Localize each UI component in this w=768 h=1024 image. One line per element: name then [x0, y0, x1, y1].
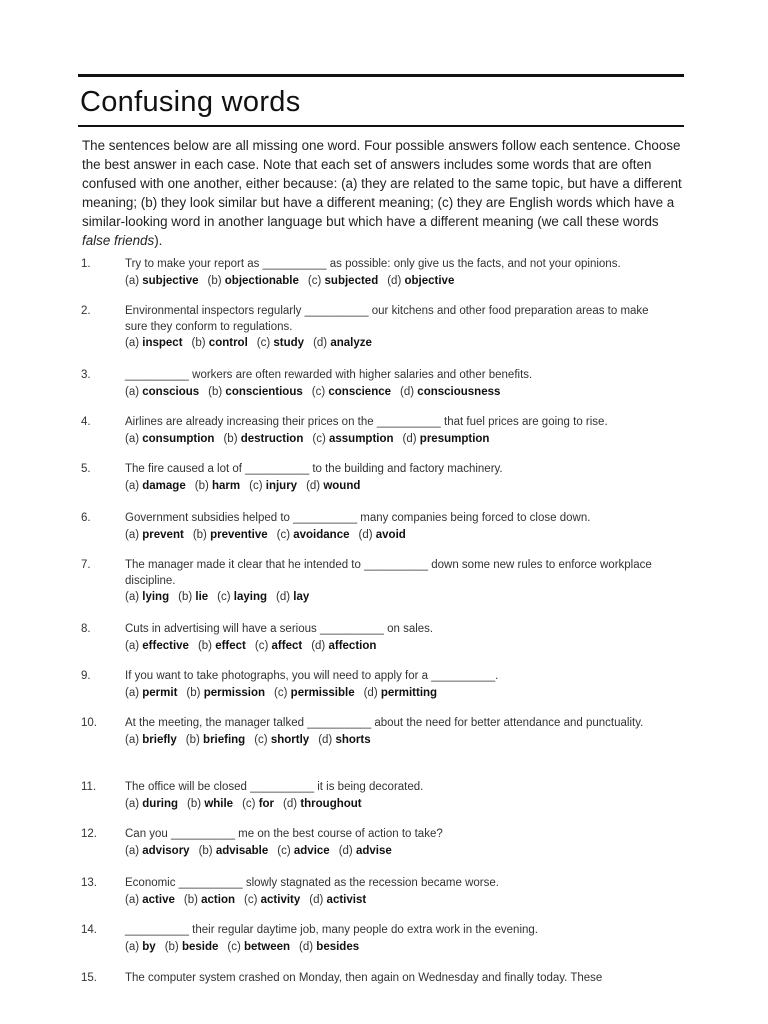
question-number: 8. — [81, 623, 91, 635]
answer-option — [125, 640, 189, 652]
option-label: (b) — [186, 686, 201, 699]
question-body — [125, 923, 665, 955]
question-number: 6. — [81, 512, 91, 524]
option-word: assumption — [328, 432, 394, 445]
option-word: beside — [181, 940, 219, 953]
option-label: (a) — [125, 639, 140, 652]
option-word: briefing — [203, 733, 246, 746]
option-word: inspect — [142, 337, 183, 349]
answer-options — [125, 843, 665, 859]
option-label: (d) — [358, 528, 373, 541]
answer-option — [125, 687, 177, 699]
question-text: If you want to take photographs, you will need to apply for a __________. — [125, 670, 499, 682]
answer-option — [223, 433, 303, 445]
option-label: (d) — [318, 733, 333, 746]
option-word: throughout — [300, 797, 362, 810]
option-label: (a) — [125, 591, 140, 603]
question-text: Try to make your report as __________ as possible: only give us the facts, and not your opinions. — [125, 258, 621, 270]
answer-option — [186, 687, 265, 699]
answer-options — [125, 384, 665, 400]
option-word: advice — [293, 844, 330, 857]
question-number: 12. — [81, 828, 97, 840]
answer-options — [125, 796, 665, 812]
option-word: affection — [328, 639, 377, 652]
answer-option — [257, 337, 304, 349]
page-title: Confusing words — [80, 86, 301, 118]
option-label: (d) — [276, 591, 291, 603]
option-label: (b) — [192, 528, 207, 541]
answer-option — [125, 734, 177, 746]
question-text: At the meeting, the manager talked __________ about the need for better attendance and punctuality. — [125, 717, 644, 729]
option-label: (a) — [125, 385, 140, 398]
answer-option — [208, 275, 299, 287]
answer-options — [125, 732, 665, 748]
option-word: while — [204, 797, 234, 810]
answer-option — [187, 798, 233, 810]
answer-option — [125, 433, 214, 445]
answer-option — [364, 687, 438, 699]
answer-options — [125, 431, 665, 447]
question-body — [125, 622, 665, 654]
option-word: activist — [326, 893, 367, 906]
answer-option — [244, 894, 300, 906]
question-body — [125, 368, 665, 400]
question-text: The computer system crashed on Monday, then again on Wednesday and finally today. These — [125, 972, 603, 984]
answer-option — [165, 941, 219, 953]
option-label: (b) — [208, 385, 223, 398]
answer-option — [403, 433, 490, 445]
option-label: (c) — [307, 274, 322, 287]
question-body — [125, 511, 665, 543]
option-label: (a) — [125, 893, 140, 906]
option-word: shorts — [335, 733, 371, 746]
option-label: (a) — [125, 733, 140, 746]
question-body — [125, 876, 665, 908]
answer-option — [186, 734, 245, 746]
option-label: (a) — [125, 844, 140, 857]
answer-option — [318, 734, 370, 746]
option-label: (d) — [299, 940, 314, 953]
option-label: (d) — [402, 432, 417, 445]
question-text: Cuts in advertising will have a serious __________ on sales. — [125, 623, 434, 635]
question-text: Environmental inspectors regularly __________ our kitchens and other food preparation areas to make sure they conform to regulations. — [125, 305, 649, 333]
option-word: active — [142, 893, 175, 906]
answer-option — [306, 480, 360, 492]
option-label: (c) — [256, 337, 271, 349]
answer-option — [312, 386, 391, 398]
option-word: lay — [293, 591, 310, 603]
option-label: (a) — [125, 337, 140, 349]
option-label: (a) — [125, 940, 140, 953]
option-word: subjective — [142, 274, 199, 287]
option-word: wound — [323, 479, 361, 492]
option-label: (c) — [254, 639, 269, 652]
question-number: 3. — [81, 369, 91, 381]
question-number: 7. — [81, 559, 91, 571]
question-body — [125, 462, 665, 494]
option-word: for — [258, 797, 275, 810]
option-label: (c) — [227, 940, 241, 953]
answer-option — [299, 941, 359, 953]
option-label: (d) — [338, 844, 353, 857]
option-label: (a) — [125, 797, 140, 810]
answer-option — [312, 433, 393, 445]
answer-option — [387, 275, 454, 287]
question-number: 5. — [81, 463, 91, 475]
option-label: (c) — [217, 591, 231, 603]
answer-options — [125, 273, 665, 289]
option-word: action — [201, 893, 236, 906]
option-label: (c) — [254, 733, 268, 746]
option-word: shortly — [270, 733, 310, 746]
option-word: permit — [142, 686, 178, 699]
answer-option — [125, 337, 183, 349]
answer-option — [125, 845, 190, 857]
option-word: conscientious — [225, 385, 303, 398]
option-word: affect — [271, 639, 303, 652]
question-number: 15. — [81, 972, 97, 984]
option-word: avoidance — [293, 528, 350, 541]
option-word: advise — [355, 844, 392, 857]
option-word: analyze — [330, 337, 372, 349]
option-word: consumption — [142, 432, 215, 445]
answer-option — [274, 687, 355, 699]
option-label: (b) — [187, 797, 202, 810]
answer-option — [358, 529, 405, 541]
option-label: (b) — [207, 274, 222, 287]
answer-option — [277, 845, 329, 857]
option-word: avoid — [375, 528, 406, 541]
answer-option — [249, 480, 297, 492]
option-label: (b) — [197, 639, 212, 652]
question-text: Airlines are already increasing their prices on the __________ that fuel prices are going to rise. — [125, 416, 608, 428]
answer-option — [276, 591, 309, 603]
option-word: consciousness — [417, 385, 501, 398]
question-number: 14. — [81, 924, 97, 936]
option-label: (d) — [313, 337, 328, 349]
question-number: 10. — [81, 717, 97, 729]
option-label: (b) — [185, 733, 200, 746]
answer-option — [125, 275, 199, 287]
answer-option — [227, 941, 290, 953]
option-word: laying — [233, 591, 268, 603]
answer-option — [242, 798, 274, 810]
answer-option — [313, 337, 372, 349]
option-label: (d) — [363, 686, 378, 699]
answer-option — [198, 640, 246, 652]
question-number: 2. — [81, 305, 91, 317]
answer-options — [125, 478, 665, 494]
option-word: damage — [142, 479, 186, 492]
option-word: activity — [260, 893, 301, 906]
option-label: (d) — [311, 639, 326, 652]
option-word: conscious — [142, 385, 200, 398]
option-word: injury — [265, 479, 298, 492]
question-body — [125, 558, 665, 605]
option-label: (c) — [244, 893, 258, 906]
answer-options — [125, 527, 665, 543]
option-label: (c) — [242, 797, 256, 810]
option-label: (c) — [274, 686, 288, 699]
answer-option — [255, 640, 302, 652]
option-label: (d) — [309, 893, 324, 906]
intro-italic-term: false friends — [82, 233, 155, 248]
option-word: advisable — [215, 844, 269, 857]
question-number: 9. — [81, 670, 91, 682]
question-body — [125, 716, 665, 748]
option-label: (b) — [223, 432, 238, 445]
option-label: (d) — [306, 479, 321, 492]
option-label: (a) — [125, 528, 140, 541]
answer-option — [184, 894, 235, 906]
question-body — [125, 669, 665, 701]
option-label: (d) — [283, 797, 298, 810]
option-word: subjected — [324, 274, 379, 287]
question-number: 1. — [81, 258, 91, 270]
answer-option — [254, 734, 309, 746]
answer-option — [178, 591, 208, 603]
option-word: lying — [142, 591, 170, 603]
option-label: (a) — [125, 686, 140, 699]
option-word: study — [273, 337, 305, 349]
option-label: (c) — [277, 844, 291, 857]
question-text: The fire caused a lot of __________ to the building and factory machinery. — [125, 463, 503, 475]
question-text: Can you __________ me on the best course of action to take? — [125, 828, 443, 840]
answer-option — [125, 894, 175, 906]
option-label: (a) — [125, 479, 140, 492]
answer-option — [400, 386, 500, 398]
question-number: 11. — [81, 781, 97, 793]
question-body — [125, 304, 665, 351]
option-word: permissible — [290, 686, 355, 699]
option-word: objective — [404, 274, 455, 287]
answer-option — [217, 591, 267, 603]
option-label: (b) — [191, 337, 206, 349]
option-word: destruction — [240, 432, 304, 445]
question-text: The office will be closed __________ it is being decorated. — [125, 781, 424, 793]
answer-option — [339, 845, 392, 857]
answer-option — [125, 386, 199, 398]
option-label: (a) — [125, 274, 140, 287]
question-text: The manager made it clear that he intended to __________ down some new rules to enforce workplace discipline. — [125, 559, 652, 587]
question-body — [125, 971, 665, 987]
option-word: briefly — [142, 733, 177, 746]
answer-options — [125, 939, 665, 955]
option-word: control — [208, 337, 248, 349]
question-text: Government subsidies helped to __________ many companies being forced to close down. — [125, 512, 591, 524]
answer-option — [199, 845, 269, 857]
option-label: (c) — [312, 432, 326, 445]
answer-options — [125, 685, 665, 701]
question-number: 4. — [81, 416, 91, 428]
answer-option — [193, 529, 268, 541]
option-label: (b) — [183, 893, 198, 906]
intro-text: The sentences below are all missing one word. Four possible answers follow each sentence. Choose the best answer in each case. Note that each set of answers includes some words that are often confused with one another, either because: (a) they are related to the same topic, but have a different meaning; (b) they look similar but have a different meaning; (c) they are English words which have a similar-looking word in another language but which have a different meaning (we call these words — [82, 138, 682, 229]
option-label: (b) — [194, 479, 209, 492]
option-label: (b) — [178, 591, 193, 603]
option-label: (d) — [387, 274, 402, 287]
answer-option — [125, 529, 184, 541]
answer-options — [125, 589, 665, 605]
answer-option — [125, 941, 156, 953]
question-body — [125, 415, 665, 447]
intro-text-end: ). — [154, 233, 163, 248]
answer-options — [125, 892, 665, 908]
option-label: (c) — [276, 528, 291, 541]
option-word: harm — [212, 479, 241, 492]
option-word: permission — [203, 686, 266, 699]
option-word: lie — [195, 591, 209, 603]
option-label: (c) — [249, 479, 263, 492]
answer-option — [125, 591, 169, 603]
option-word: presumption — [419, 432, 490, 445]
question-body — [125, 827, 665, 859]
answer-option — [283, 798, 362, 810]
answer-option — [125, 480, 186, 492]
question-text: Economic __________ slowly stagnated as the recession became worse. — [125, 877, 499, 889]
answer-option — [308, 275, 378, 287]
option-word: effect — [215, 639, 246, 652]
option-word: prevent — [142, 528, 184, 541]
option-word: permitting — [380, 686, 438, 699]
option-label: (b) — [198, 844, 213, 857]
question-number: 13. — [81, 877, 97, 889]
option-label: (b) — [164, 940, 179, 953]
option-word: conscience — [328, 385, 392, 398]
answer-option — [195, 480, 240, 492]
option-word: besides — [316, 940, 360, 953]
question-body — [125, 780, 665, 812]
option-word: advisory — [142, 844, 190, 857]
option-word: objectionable — [224, 274, 299, 287]
question-text: __________ workers are often rewarded with higher salaries and other benefits. — [125, 369, 533, 381]
question-body — [125, 257, 665, 289]
answer-option — [311, 640, 376, 652]
answer-options — [125, 335, 665, 351]
option-word: during — [142, 797, 179, 810]
answer-option — [309, 894, 366, 906]
answer-option — [208, 386, 303, 398]
option-word: preventive — [210, 528, 268, 541]
option-label: (a) — [125, 432, 140, 445]
answer-options — [125, 638, 665, 654]
option-label: (c) — [311, 385, 326, 398]
answer-option — [125, 798, 178, 810]
option-word: effective — [142, 639, 189, 652]
option-label: (d) — [400, 385, 415, 398]
answer-option — [277, 529, 350, 541]
question-text: __________ their regular daytime job, many people do extra work in the evening. — [125, 924, 538, 936]
option-word: by — [142, 940, 156, 953]
answer-option — [192, 337, 248, 349]
option-word: between — [244, 940, 291, 953]
